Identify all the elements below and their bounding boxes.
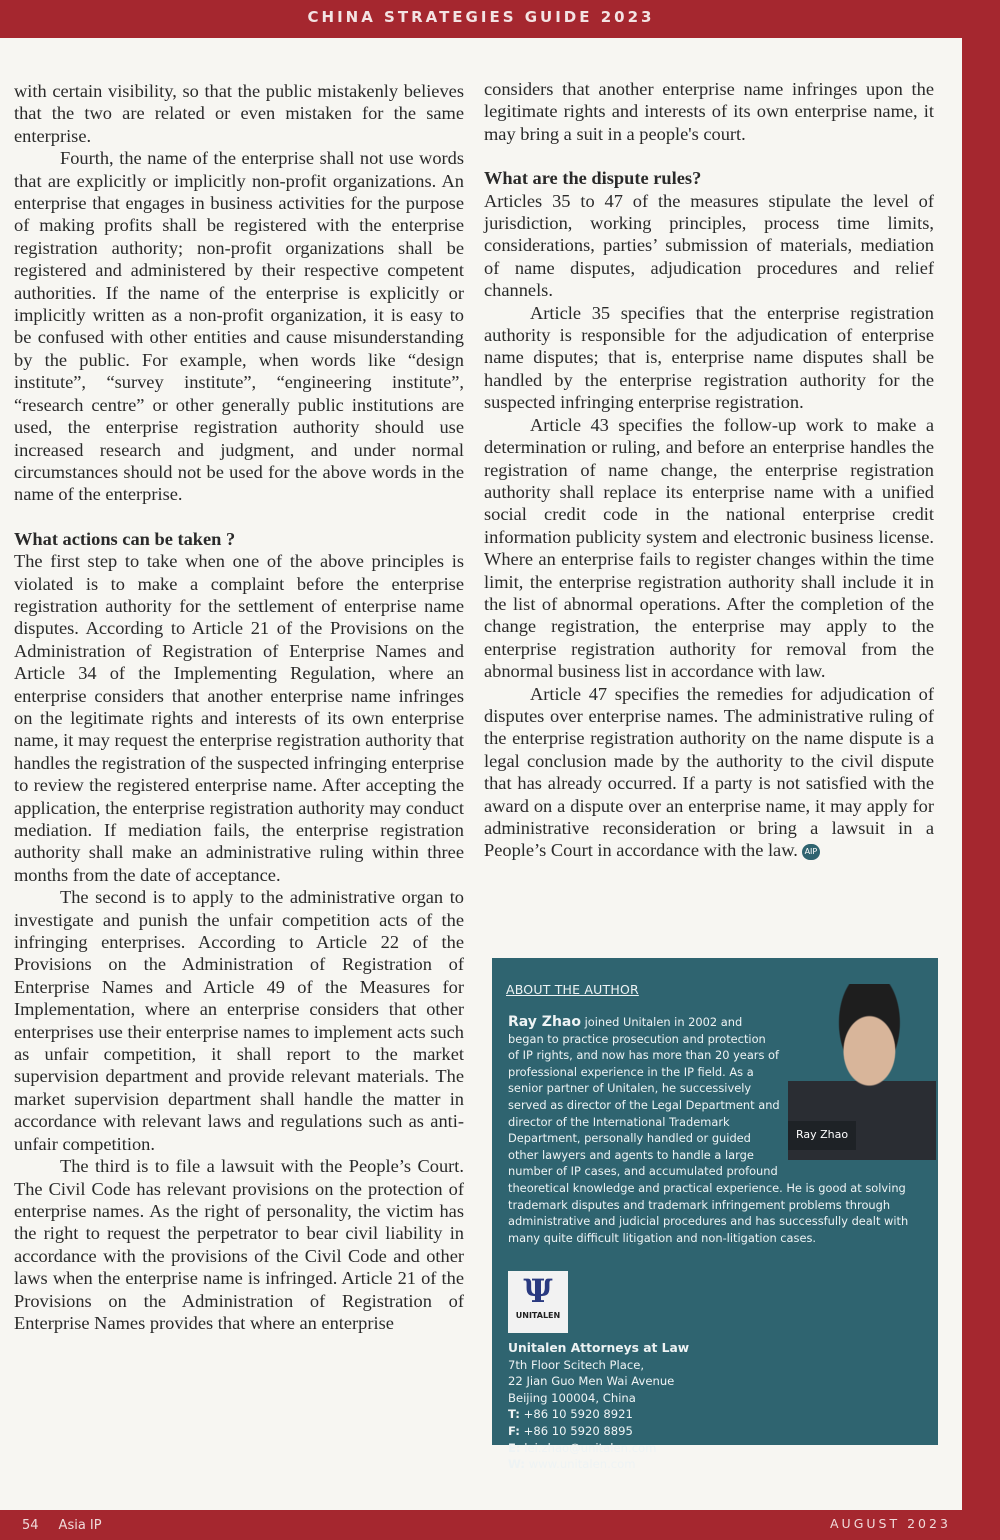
footer-left — [22, 1518, 122, 1533]
section-heading: What are the dispute rules? — [484, 168, 702, 189]
address-line: Beijing 100004, China — [508, 1390, 636, 1405]
address-line: 22 Jian Guo Men Wai Avenue — [508, 1374, 675, 1389]
right-column — [484, 78, 934, 862]
fax-value: +86 10 5920 8895 — [523, 1423, 633, 1438]
left-column — [14, 80, 464, 1334]
paragraph: The first step to take when one of the above principles is violated is to make a complaint before the enterprise registration authority for the settlement of enterprise name disputes. According to Article 21 of the Provisions on the Administration of Registration of Enterprise Names and Article 34 of the Implementing Regulation, where an enterprise considers that another enterprise name infringes on the legitimate rights and interests of its own enterprise name, it may request the enterprise registration authority that handles the registration of the suspected infringing enterprise to review the registered enterprise name. After accepting the application, the enterprise registration authority may conduct mediation. If mediation fails, the enterprise registration authority shall make an administrative ruling within three months from the date of acceptance. — [14, 551, 464, 885]
fax — [508, 1423, 689, 1440]
firm-contact — [508, 1340, 689, 1473]
paragraph: Article 35 specifies that the enterprise registration authority is responsible for the adjudication of enterprise name disputes; that is, enterprise name disputes shall be handled by the enterprise registration authority for the suspected infringing enterprise registration. — [484, 302, 934, 413]
phone — [508, 1406, 689, 1423]
phone-label: T: — [508, 1407, 520, 1422]
paragraph: with certain visibility, so that the public mistakenly believes that the two are related or even mistaken for the same enterprise. — [14, 81, 464, 146]
unitalen-logo — [508, 1271, 568, 1333]
section-heading: What actions can be taken ? — [14, 528, 236, 549]
paragraph: Articles 35 to 47 of the measures stipulate the level of jurisdiction, working principles, process time limits, considerations, parties’ submission of materials, mediation of name disputes, adjudication procedures and relief channels. — [484, 190, 934, 301]
firm-name: Unitalen Attorneys at Law — [508, 1341, 690, 1355]
author-box-title: ABOUT THE AUTHOR — [506, 982, 639, 997]
running-header: CHINA STRATEGIES GUIDE 2023 — [307, 8, 655, 26]
website-link[interactable]: www.unitalen.com — [528, 1457, 636, 1472]
photo-caption: Ray Zhao — [788, 1121, 856, 1150]
end-mark-icon: AIP — [802, 844, 820, 860]
publication-name: Asia IP — [58, 1518, 102, 1533]
author-photo — [788, 984, 936, 1160]
address-line: 7th Floor Scitech Place, — [508, 1357, 645, 1372]
author-name: Ray Zhao — [508, 1014, 581, 1030]
phone-value: +86 10 5920 8921 — [523, 1407, 633, 1422]
fax-label: F: — [508, 1423, 520, 1438]
paragraph: considers that another enterprise name infringes upon the legitimate rights and interests of its own enterprise name, it may bring a suit in a people's court. — [484, 79, 934, 144]
logo-mark-icon: Ψ — [523, 1272, 553, 1310]
paragraph: Article 43 specifies the follow-up work to make a determination or ruling, and before an enterprise handles the registration of name change, the enterprise registration authority shall replace its enterprise name with a unified social credit code in the national enterprise credit information publicity system and electronic business license. Where an enterprise fails to register changes within the time limit, the enterprise registration authority shall include it in the list of abnormal operations. After the completion of the change registration, the enterprise may apply to the enterprise registration authority for removal from the abnormal business list in accordance with law. — [484, 414, 934, 682]
paragraph: The third is to file a lawsuit with the People’s Court. The Civil Code has relevant provisions on the protection of enterprise names. As the right of personality, the victim has the right to request the perpetrator to bear civil liability in accordance with the provisions of the Civil Code and other laws when the enterprise name is infringed. Article 21 of the Provisions on the Administration of Registration of Enterprise Names provides that where an enterprise — [14, 1156, 464, 1333]
page-number: 54 — [22, 1518, 39, 1533]
email — [508, 1440, 689, 1457]
paragraph: Article 47 specifies the remedies for adjudication of disputes over enterprise names. The administrative ruling of the enterprise registration authority on the name dispute is a legal conclusion made by the authority to the civil dispute that has already occurred. If a party is not satisfied with the award on a dispute over an enterprise name, it may apply for administrative reconsideration or bring a lawsuit in a People’s Court in accordance with the law. — [484, 683, 934, 861]
page — [0, 38, 962, 1510]
website — [508, 1456, 689, 1473]
email-link[interactable]: lei.zhao@unitalen.com — [524, 1440, 657, 1455]
paragraph: The second is to apply to the administrative organ to investigate and punish the unfair competition acts of the infringing enterprises. According to Article 22 of the Provisions on the Administration of Registration of Enterprise Names and Article 49 of the Measures for Implementation, where an enterprise considers that other enterprises use their enterprise names to implement acts such as unfair competition, it shall report to the market supervision department and provide relevant materials. The market supervision department shall handle the matter in accordance with relevant laws and regulations such as anti-unfair competition. — [14, 887, 464, 1154]
last-paragraph — [484, 683, 934, 862]
author-bio-text: joined Unitalen in 2002 and began to practice prosecution and protection of IP rights, and now has more than 20 years of professional experience in the IP field. As a senior partner of Unitalen, he successively served as director of the Legal Department and director of the International Trademark Department, personally handled or guided other lawyers and agents to handle a large number of IP cases, and accumulated profound theoretical knowledge and practical experience. He is good at solving trademark disputes and trademark infringement problems through administrative and judicial procedures and has successfully dealt with many quite difficult litigation and non-litigation cases. — [508, 1015, 909, 1245]
author-bio — [508, 1014, 918, 1246]
about-the-author-box — [492, 958, 938, 1472]
paragraph: Fourth, the name of the enterprise shall not use words that are explicitly or implicitly non-profit organizations. An enterprise that engages in business activities for the purpose of making profits shall be registered with the enterprise registration authority; non-profit organizations shall be registered and administered by their respective competent authorities. If the name of the enterprise is explicitly or implicitly written as a non-profit organization, it is easy to be confused with other entities and cause misunderstanding by the public. For example, when words like “design institute”, “survey institute”, “engineering institute”, “research centre” or other generally public institutions are used, the enterprise registration authority should use increased research and judgment, and under normal circumstances should not be used for the above words in the name of the enterprise. — [14, 148, 464, 505]
email-label: E: — [508, 1440, 521, 1455]
web-label: W: — [508, 1457, 526, 1472]
logo-text: UNITALEN — [515, 1311, 561, 1320]
issue-date: AUGUST 2023 — [830, 1516, 951, 1531]
